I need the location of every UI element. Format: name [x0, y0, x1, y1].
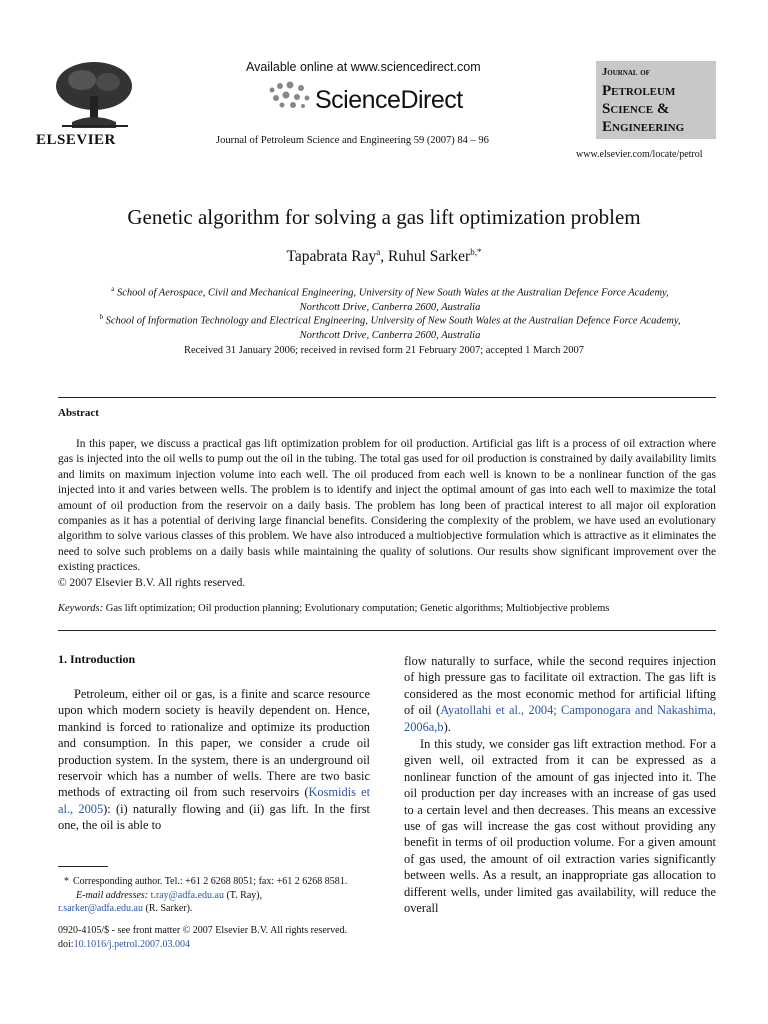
- divider: [58, 397, 716, 398]
- footnote-rule: [58, 866, 108, 867]
- journal-logo-line4: Engineering: [602, 119, 685, 135]
- abstract-heading: Abstract: [58, 407, 99, 419]
- intro-right-paragraph: [404, 653, 716, 735]
- email-owner: (T. Ray),: [223, 889, 263, 901]
- paragraph-text: ): (i) naturally flowing and (ii) gas lift. In the first one, the oil is able to: [58, 801, 370, 833]
- article-title: Genetic algorithm for solving a gas lift optimization problem: [127, 205, 641, 229]
- elsevier-tree-logo: [52, 60, 136, 132]
- doi-label: doi:: [58, 938, 74, 950]
- divider: [58, 630, 716, 631]
- journal-logo-line1: Journal of: [602, 67, 650, 78]
- author-name: Ruhul Sarker: [387, 248, 471, 266]
- footnote-marker: *: [64, 876, 69, 887]
- affiliation-sup: b: [99, 313, 103, 321]
- affiliation-line: Northcott Drive, Canberra 2600, Australia: [299, 301, 481, 313]
- issn-text: 0920-4105/$ - see front matter © 2007 Elsevier B.V. All rights reserved.: [58, 925, 348, 936]
- journal-logo-line2: Petroleum: [602, 83, 676, 99]
- journal-citation: Journal of Petroleum Science and Engineering 59 (2007) 84 – 96: [216, 135, 489, 146]
- affiliation-marker[interactable]: b,: [470, 247, 477, 257]
- abstract-text: In this paper, we discuss a practical gas lift optimization problem for oil production. Artificial gas lift is a process of oil extraction where gas is injected into the oil wells to pump out the oil in the tubing. The total gas used for oil production is constrained by daily availability limits and limits on maximum injection volume into each well. The oil produced from each well is known to be a nonlinear function of the gas injected into it and varies between wells. The problem is to identify and inject the optimal amount of gas into each well to maximize the total amount of oil production from the reservoir on a daily basis. The problem has long been of practical interest to all major oil exploration companies as it has a potential of deriving large financial benefits. Considering the complexity of the problem, we have used an evolutionary algorithm to solve various classes of this problem. We have also introduced a multiobjective formulation which is attractive as it eliminates the need to solve such problems on a daily basis while maintaining the quality of solutions. Our results show significant improvement over the existing practices.: [58, 438, 716, 574]
- journal-url-link[interactable]: www.elsevier.com/locate/petrol: [576, 149, 703, 160]
- keywords-list: Gas lift optimization; Oil production planning; Evolutionary computation; Genetic algorithms; Multiobjective problems: [105, 603, 610, 614]
- keywords: [58, 603, 609, 614]
- affiliation-sup: a: [111, 285, 115, 293]
- email-link[interactable]: t.ray@adfa.edu.au: [150, 889, 224, 901]
- affiliation-line: Northcott Drive, Canberra 2600, Australia: [299, 329, 481, 341]
- affiliation-line: School of Aerospace, Civil and Mechanical Engineering, University of New South Wales at the Australian Defence Force Academy,: [117, 287, 669, 299]
- doi-link[interactable]: 10.1016/j.petrol.2007.03.004: [73, 938, 190, 950]
- paragraph-text: Petroleum, either oil or gas, is a finite and scarce resource upon which modern society is heavily dependent on. Hence, mankind is forced to rationalize and optimize its production and consumption. In this paper, we consider a crude oil production system. In the system, there is an underground oil reservoir which has a number of wells. There are two basic methods of extracting oil from such reservoirs (: [58, 687, 370, 800]
- sciencedirect-wordmark: ScienceDirect: [315, 86, 463, 114]
- email-label: E-mail addresses:: [76, 889, 149, 901]
- intro-left-paragraph: [58, 686, 370, 834]
- affiliation-b: [60, 310, 720, 343]
- received-dates: Received 31 January 2006; received in revised form 21 February 2007; accepted 1 March 2007: [183, 345, 585, 356]
- footnote-text: Corresponding author. Tel.: +61 2 6268 8051; fax: +61 2 6268 8581.: [73, 876, 348, 887]
- section-heading: 1. Introduction: [58, 652, 136, 666]
- citation-link[interactable]: Ayatollahi et al., 2004; Camponogara and Nakashima, 2006a,b: [404, 703, 716, 734]
- front-matter: [58, 924, 418, 951]
- email-owner: (R. Sarker).: [143, 903, 193, 914]
- footnote-corresponding: [58, 875, 388, 916]
- paragraph-text: flow naturally to surface, while the second requires injection of high pressure gas to facilitate oil extraction. The gas lift is considered as the most economic method for artificial lifting of oil (: [404, 654, 716, 718]
- publisher-wordmark: ELSEVIER: [36, 132, 116, 148]
- citation-link[interactable]: Kosmidis et al., 2005: [58, 785, 371, 816]
- affiliation-line: School of Information Technology and Electrical Engineering, University of New South Wales at the Australian Defence Force Academy,: [105, 315, 681, 327]
- abstract-body: [58, 437, 716, 591]
- author-separator: ,: [380, 248, 388, 266]
- keywords-label: Keywords:: [58, 603, 104, 614]
- journal-logo-line3: Science &: [602, 101, 670, 117]
- journal-logo: [596, 61, 716, 139]
- corresponding-marker[interactable]: *: [476, 247, 482, 257]
- sciencedirect-dots-icon: [266, 80, 312, 110]
- paragraph-text: ).: [443, 719, 451, 734]
- affiliation-marker[interactable]: a: [376, 247, 381, 257]
- abstract-copyright: © 2007 Elsevier B.V. All rights reserved.: [58, 576, 246, 589]
- author-name: Tapabrata Ray: [286, 248, 377, 266]
- intro-right-paragraph-2: In this study, we consider gas lift extraction method. For a given well, oil extracted from it can be expressed as a nonlinear function of the amount of gas injected into it. The oil production per day increases with an increase of gas used to a certain level and then decreases. This means an excessive use of gas will increase the gas cost without providing any benefit in terms of oil production volume. For a given amount of gas used, the amount of oil extraction varies significantly between wells. As a result, an inappropriate gas allocation to different wells, under limited gas availability, will reduce the overall: [404, 737, 716, 916]
- available-online-text[interactable]: Available online at www.sciencedirect.com: [246, 60, 481, 74]
- email-link[interactable]: r.sarker@adfa.edu.au: [58, 903, 143, 914]
- author-list: [0, 247, 768, 266]
